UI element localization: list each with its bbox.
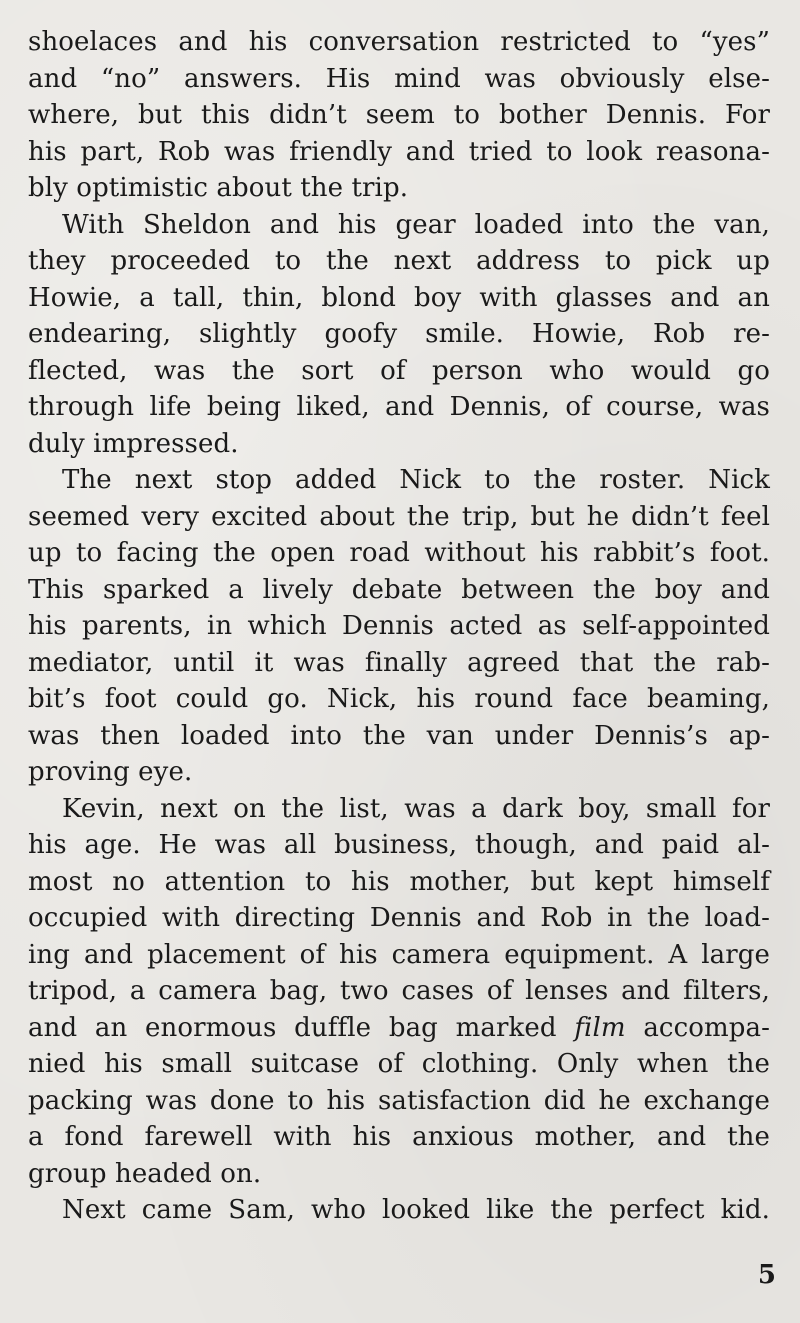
text-line: they proceeded to the next address to pick up bbox=[28, 246, 770, 276]
text-line: duly impressed. bbox=[28, 428, 239, 459]
text-line: Kevin, next on the list, was a dark boy, small for bbox=[62, 793, 770, 824]
text-line: endearing, slightly goofy smile. Howie, Rob re- bbox=[28, 319, 770, 349]
text-line: most no attention to his mother, but kept himself bbox=[28, 866, 770, 897]
text-line: and an enormous duffle bag marked film accompa- bbox=[28, 1012, 770, 1043]
text-line: group headed on. bbox=[28, 1158, 262, 1189]
text-line: The next stop added Nick to the roster. Nick bbox=[62, 465, 770, 495]
text-line: Howie, a tall, thin, blond boy with glasses and an bbox=[28, 282, 770, 313]
text-line: seemed very excited about the trip, but he didn’t feel bbox=[28, 501, 770, 532]
text-line: bly optimistic about the trip. bbox=[28, 173, 409, 203]
text-line: nied his small suitcase of clothing. Only when the bbox=[28, 1049, 770, 1079]
text-line: his age. He was all business, though, and paid al- bbox=[28, 830, 770, 860]
text-line: was then loaded into the van under Dennis’s ap- bbox=[28, 720, 770, 751]
text-line: a fond farewell with his anxious mother, and the bbox=[28, 1122, 770, 1152]
text-line: through life being liked, and Dennis, of course, was bbox=[28, 392, 770, 422]
text-line: bit’s foot could go. Nick, his round face beaming, bbox=[28, 684, 770, 714]
text-line: his parents, in which Dennis acted as self-appointed bbox=[28, 611, 770, 641]
page-text bbox=[28, 24, 770, 1229]
text-line: where, but this didn’t seem to bother Dennis. For bbox=[28, 100, 770, 130]
text-line: This sparked a lively debate between the boy and bbox=[28, 574, 770, 605]
text-line: packing was done to his satisfaction did he exchange bbox=[28, 1085, 770, 1116]
page-number: 5 bbox=[757, 1260, 776, 1290]
text-line: Next came Sam, who looked like the perfect kid. bbox=[62, 1195, 770, 1225]
text-line: up to facing the open road without his rabbit’s foot. bbox=[28, 538, 770, 568]
text-line: ing and placement of his camera equipment. A large bbox=[28, 939, 770, 970]
text-line: his part, Rob was friendly and tried to look reasona- bbox=[28, 136, 770, 167]
text-line: mediator, until it was finally agreed that the rab- bbox=[28, 647, 770, 678]
text-line: tripod, a camera bag, two cases of lenses and filters, bbox=[28, 976, 770, 1006]
text-line: proving eye. bbox=[28, 757, 193, 787]
text-line: occupied with directing Dennis and Rob in the load- bbox=[28, 903, 770, 933]
text-line: shoelaces and his conversation restricted to “yes” bbox=[28, 27, 770, 57]
text-line: flected, was the sort of person who would go bbox=[28, 355, 770, 386]
emphasis-word: film bbox=[574, 1012, 626, 1043]
text-line: and “no” answers. His mind was obviously else- bbox=[28, 63, 770, 94]
text-line: With Sheldon and his gear loaded into the van, bbox=[62, 209, 770, 240]
